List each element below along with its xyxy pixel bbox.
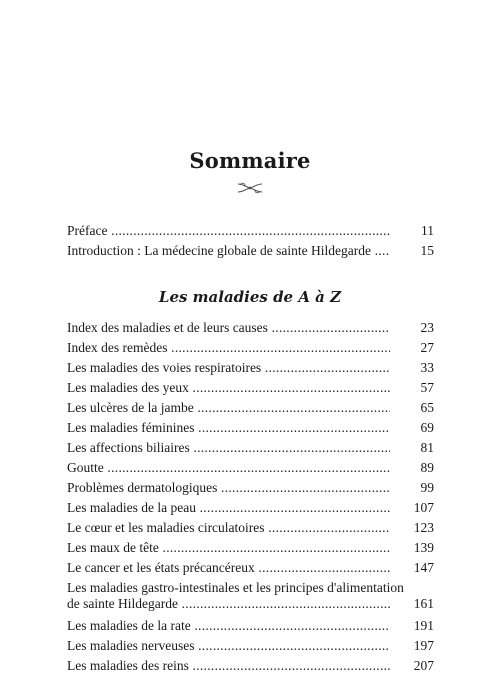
toc-entry-label: Les maladies nerveuses ..... xyxy=(67,636,390,656)
toc-main-list xyxy=(67,318,434,676)
toc-entry[interactable] xyxy=(67,656,434,676)
toc-entry-label: Index des maladies et de leurs causes ..... xyxy=(67,318,390,338)
toc-entry-page: 15 xyxy=(420,243,434,258)
toc-entry[interactable] xyxy=(67,558,434,578)
toc-entry-page: 57 xyxy=(420,380,434,395)
toc-entry-page: 89 xyxy=(420,460,434,475)
toc-entry-label: Le cancer et les états précancéreux ..... xyxy=(67,558,390,578)
toc-entry-page: 27 xyxy=(420,340,434,355)
toc-entry-label: Les ulcères de la jambe ..... xyxy=(67,398,390,418)
toc-entry[interactable] xyxy=(67,318,434,338)
toc-entry[interactable] xyxy=(67,616,434,636)
toc-entry-label: Index des remèdes ..... xyxy=(67,338,390,358)
toc-entry-label: Préface ..... xyxy=(67,221,390,241)
toc-entry-label: Les maladies des voies respiratoires ..... xyxy=(67,358,390,378)
toc-entry-page: 123 xyxy=(413,520,434,535)
fleuron-ornament-icon xyxy=(236,181,264,195)
toc-entry[interactable] xyxy=(67,636,434,656)
toc-entry[interactable] xyxy=(67,338,434,358)
toc-entry-label: Le cœur et les maladies circulatoires ..... xyxy=(67,518,390,538)
toc-entry[interactable] xyxy=(67,221,434,241)
toc-entry[interactable] xyxy=(67,518,434,538)
toc-entry-label: Les affections biliaires ..... xyxy=(67,438,390,458)
toc-entry-page: 161 xyxy=(413,596,434,611)
page-title: Sommaire xyxy=(189,148,311,173)
toc-entry[interactable] xyxy=(67,438,434,458)
toc-entry-label: de sainte Hildegarde ..... xyxy=(67,594,390,614)
toc-entry-label: Introduction : La médecine globale de sainte Hildegarde ..... xyxy=(67,241,390,261)
toc-entry[interactable] xyxy=(67,378,434,398)
toc-entry-page: 207 xyxy=(413,658,434,673)
toc-entry-page: 197 xyxy=(413,638,434,653)
toc-entry-label: Les maux de tête ..... xyxy=(67,538,390,558)
toc-entry-label: Les maladies de la rate ..... xyxy=(67,616,390,636)
toc-entry[interactable] xyxy=(67,478,434,498)
toc-entry-label-line1: Les maladies gastro-intestinales et les principes d'alimentation xyxy=(67,580,404,595)
toc-entry-label: Les maladies des reins ..... xyxy=(67,656,390,676)
toc-entry-label: Les maladies de la peau ..... xyxy=(67,498,390,518)
toc-entry-page: 107 xyxy=(413,500,434,515)
toc-entry-page: 147 xyxy=(413,560,434,575)
toc-entry[interactable] xyxy=(67,458,434,478)
toc-entry-page: 81 xyxy=(420,440,434,455)
toc-entry-page: 139 xyxy=(413,540,434,555)
toc-entry-page: 33 xyxy=(420,360,434,375)
toc-entry-page: 65 xyxy=(420,400,434,415)
toc-entry-label: Les maladies des yeux ..... xyxy=(67,378,390,398)
toc-entry[interactable] xyxy=(67,358,434,378)
section-heading: Les maladies de A à Z xyxy=(158,288,342,306)
toc-entry[interactable] xyxy=(67,418,434,438)
toc-entry-label: Goutte ..... xyxy=(67,458,390,478)
toc-entry-label: Les maladies féminines ..... xyxy=(67,418,390,438)
toc-entry-page: 23 xyxy=(420,320,434,335)
toc-entry-page: 191 xyxy=(413,618,434,633)
toc-entry-label: Problèmes dermatologiques ..... xyxy=(67,478,390,498)
toc-entry-page: 69 xyxy=(420,420,434,435)
toc-intro-list xyxy=(67,221,434,261)
toc-entry[interactable] xyxy=(67,538,434,558)
toc-entry[interactable] xyxy=(67,398,434,418)
toc-entry[interactable] xyxy=(67,578,434,616)
toc-entry[interactable] xyxy=(67,241,434,261)
toc-entry[interactable] xyxy=(67,498,434,518)
toc-entry-page: 99 xyxy=(420,480,434,495)
toc-entry-page: 11 xyxy=(421,223,434,238)
